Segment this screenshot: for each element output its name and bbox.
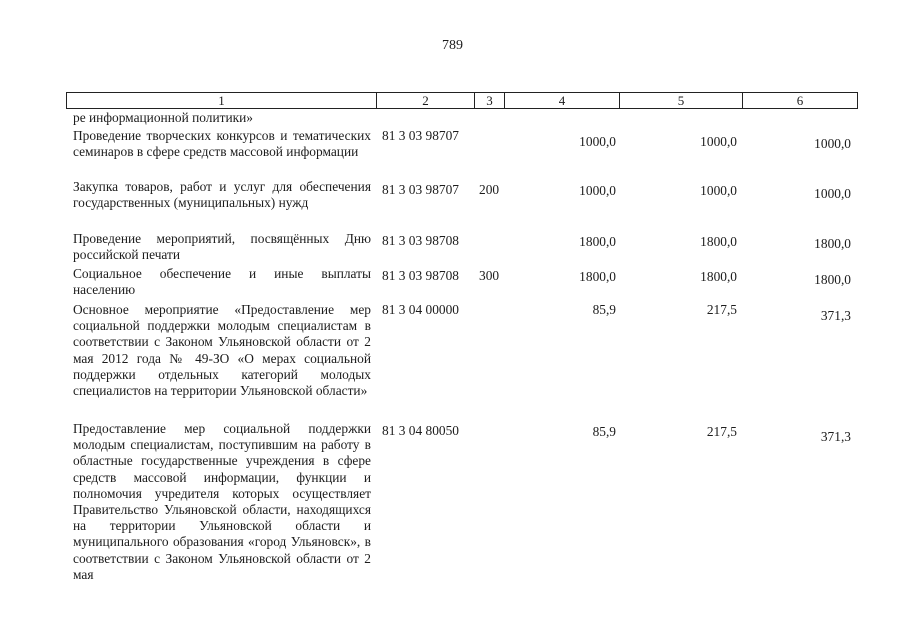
row-code: 81 3 03 98707 [382, 182, 459, 197]
table-header-row [66, 92, 858, 109]
row-value-5: 1000,0 [700, 134, 737, 149]
row-description: Проведение мероприятий, посвящённых Дню российской печати [73, 231, 371, 263]
header-col-5: 5 [619, 93, 742, 108]
header-col-4: 4 [504, 93, 619, 108]
row-value-5: 1800,0 [700, 234, 737, 249]
row-description: Предоставление мер социальной поддержки молодым специалистам, поступившим на работу в областные государственные учреждения в сфере средств массовой информации, функции и полномочия учредителя которых осуществляет Правительство Ульяновской области, находящихся на территории Ульяновской области и муниципального образования «город Ульяновск», в соответствии с Законом Ульяновской области от 2 мая [73, 421, 371, 582]
header-col-6: 6 [742, 93, 857, 108]
row-code: 81 3 03 98708 [382, 268, 459, 283]
row-description: Основное мероприятие «Предоставление мер социальной поддержки молодым специалистам в соответствии с Законом Ульяновской области от 2 мая 2012 года № 49-ЗО «О мерах социальной поддержки отдельных категорий молодых специалистов на территории Ульяновской области» [73, 302, 371, 399]
row-value-6: 1800,0 [814, 236, 851, 251]
row-value-4: 1000,0 [579, 183, 616, 198]
row-value-6: 1000,0 [814, 186, 851, 201]
row-value-4: 85,9 [592, 424, 616, 439]
row-expense-type: 300 [479, 268, 500, 283]
row-value-5: 217,5 [706, 424, 737, 439]
row-value-6: 1800,0 [814, 272, 851, 287]
header-col-1: 1 [218, 93, 225, 108]
row-description: Закупка товаров, работ и услуг для обеспечения государственных (муниципальных) нужд [73, 179, 371, 211]
row-code: 81 3 04 00000 [382, 302, 459, 317]
row-value-5: 1800,0 [700, 269, 737, 284]
row-description: Проведение творческих конкурсов и тематических семинаров в сфере средств массовой информации [73, 128, 371, 160]
row-description: Социальное обеспечение и иные выплаты населению [73, 266, 371, 298]
row-value-6: 371,3 [820, 429, 851, 444]
row-value-5: 1000,0 [700, 183, 737, 198]
row-expense-type: 200 [479, 182, 500, 197]
row-value-4: 85,9 [592, 302, 616, 317]
header-col-2: 2 [376, 93, 474, 108]
row-value-6: 371,3 [820, 308, 851, 323]
row-value-4: 1800,0 [579, 234, 616, 249]
page-number: 789 [442, 38, 463, 53]
row-value-5: 217,5 [706, 302, 737, 317]
row-code: 81 3 03 98708 [382, 233, 459, 248]
row-value-4: 1800,0 [579, 269, 616, 284]
header-col-3: 3 [474, 93, 504, 108]
row-value-4: 1000,0 [579, 134, 616, 149]
row-value-6: 1000,0 [814, 136, 851, 151]
row-code: 81 3 03 98707 [382, 128, 459, 143]
row-code: 81 3 04 80050 [382, 423, 459, 438]
continued-text: ре информационной политики» [73, 110, 253, 125]
